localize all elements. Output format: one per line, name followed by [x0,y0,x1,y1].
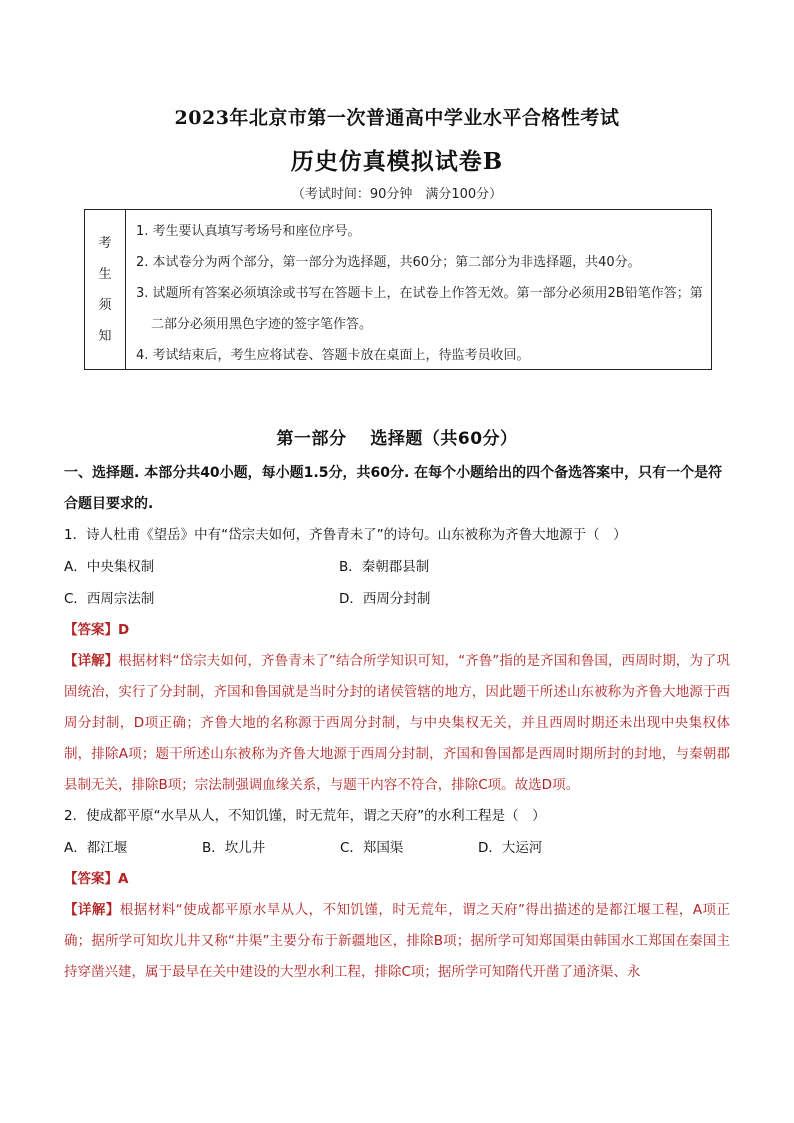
answer-line [64,864,730,895]
option-c: C．西周宗法制 [64,591,155,607]
question-1 [64,520,730,801]
option-d: D．大运河 [478,840,543,856]
detail-text: 根据材料“岱宗夫如何，齐鲁青未了”结合所学知识可知，“齐鲁”指的是齐国和鲁国，西周时期，为了巩固统治，实行了分封制，齐国和鲁国就是当时分封的诸侯管辖的地方，因此题干所述山东被称为齐鲁大地源于西周分封制，D项正确；齐鲁大地的名称源于西周分封制，与中央集权无关，并且西周时期还未出现中央集权体制，排除A项；题干所述山东被称为齐鲁大地源于西周分封制，齐国和鲁国都是西周时期所封的封地，与秦朝郡县制无关，排除B项；宗法制强调血缘关系，与题干内容不符合，排除C项。故选D项。 [64,653,730,793]
exam-time-info: （考试时间：90分钟 满分100分） [291,187,503,202]
detail-tag: 【详解】 [64,653,119,669]
option-list [64,551,730,615]
part-title: 第一部分 选择题（共60分） [276,429,518,449]
section-heading: 一、选择题. 本部分共40小题，每小题1.5分，共60分. 在每个小题给出的四个备选答案中，只有一个是符合题目要求的. [64,465,723,512]
question-stem: 1．诗人杜甫《望岳》中有“岱宗夫如何，齐鲁青未了”的诗句。山东被称为齐鲁大地源于（ ） [64,527,627,543]
answer-value: A [118,871,129,887]
notice-item: 1. 考生要认真填写考场号和座位序号。 [136,224,361,239]
option-b: B．坎儿井 [202,840,266,856]
notice-item: 3. 试题所有答案必须填涂或书写在答题卡上，在试卷上作答无效。第一部分必须用2B铅笔作答；第二部分必须用黑色字迹的签字笔作答。 [136,286,703,332]
notice-item: 4. 考试结束后，考生应将试卷、答题卡放在桌面上，待监考员收回。 [136,348,530,363]
notice-item: 2. 本试卷分为两个部分，第一部分为选择题，共60分；第二部分为非选择题，共40分。 [136,255,641,270]
option-b: B．秦朝郡县制 [339,559,430,575]
option-list [64,832,730,864]
paper-title: 历史仿真模拟试卷B [290,148,504,175]
notice-label-char: 知 [98,328,112,344]
option-a: A．都江堰 [64,840,128,856]
option-d: D．西周分封制 [339,591,431,607]
explanation [64,646,730,801]
exam-title: 2023年北京市第一次普通高中学业水平合格性考试 [174,107,620,129]
question-stem: 2．使成都平原“水旱从人，不知饥馑，时无荒年，谓之天府”的水利工程是（ ） [64,808,546,824]
question-2 [64,801,730,988]
notice-label-char: 生 [98,266,112,282]
notice-label-char: 须 [98,297,112,313]
answer-line [64,615,730,646]
answer-value: D [118,622,130,638]
detail-tag: 【详解】 [64,902,120,918]
option-a: A．中央集权制 [64,559,155,575]
questions-area [64,458,730,988]
detail-text: 根据材料“使成都平原水旱从人，不知饥馑，时无荒年，谓之天府”得出描述的是都江堰工程，A项正确；据所学可知坎儿井又称“井渠”主要分布于新疆地区，排除B项；据所学可知郑国渠由韩国水工郑国在秦国主持穿凿兴建，属于最早在关中建设的大型水利工程，排除C项；据所学可知隋代开凿了通济渠、永 [64,902,731,980]
answer-tag: 【答案】 [64,622,118,638]
option-c: C．郑国渠 [340,840,404,856]
notice-label-char: 考 [98,235,112,251]
notice-list [126,210,711,369]
answer-tag: 【答案】 [64,871,118,887]
notice-label [85,210,126,369]
candidate-notice-box [84,209,712,370]
explanation [64,895,730,988]
